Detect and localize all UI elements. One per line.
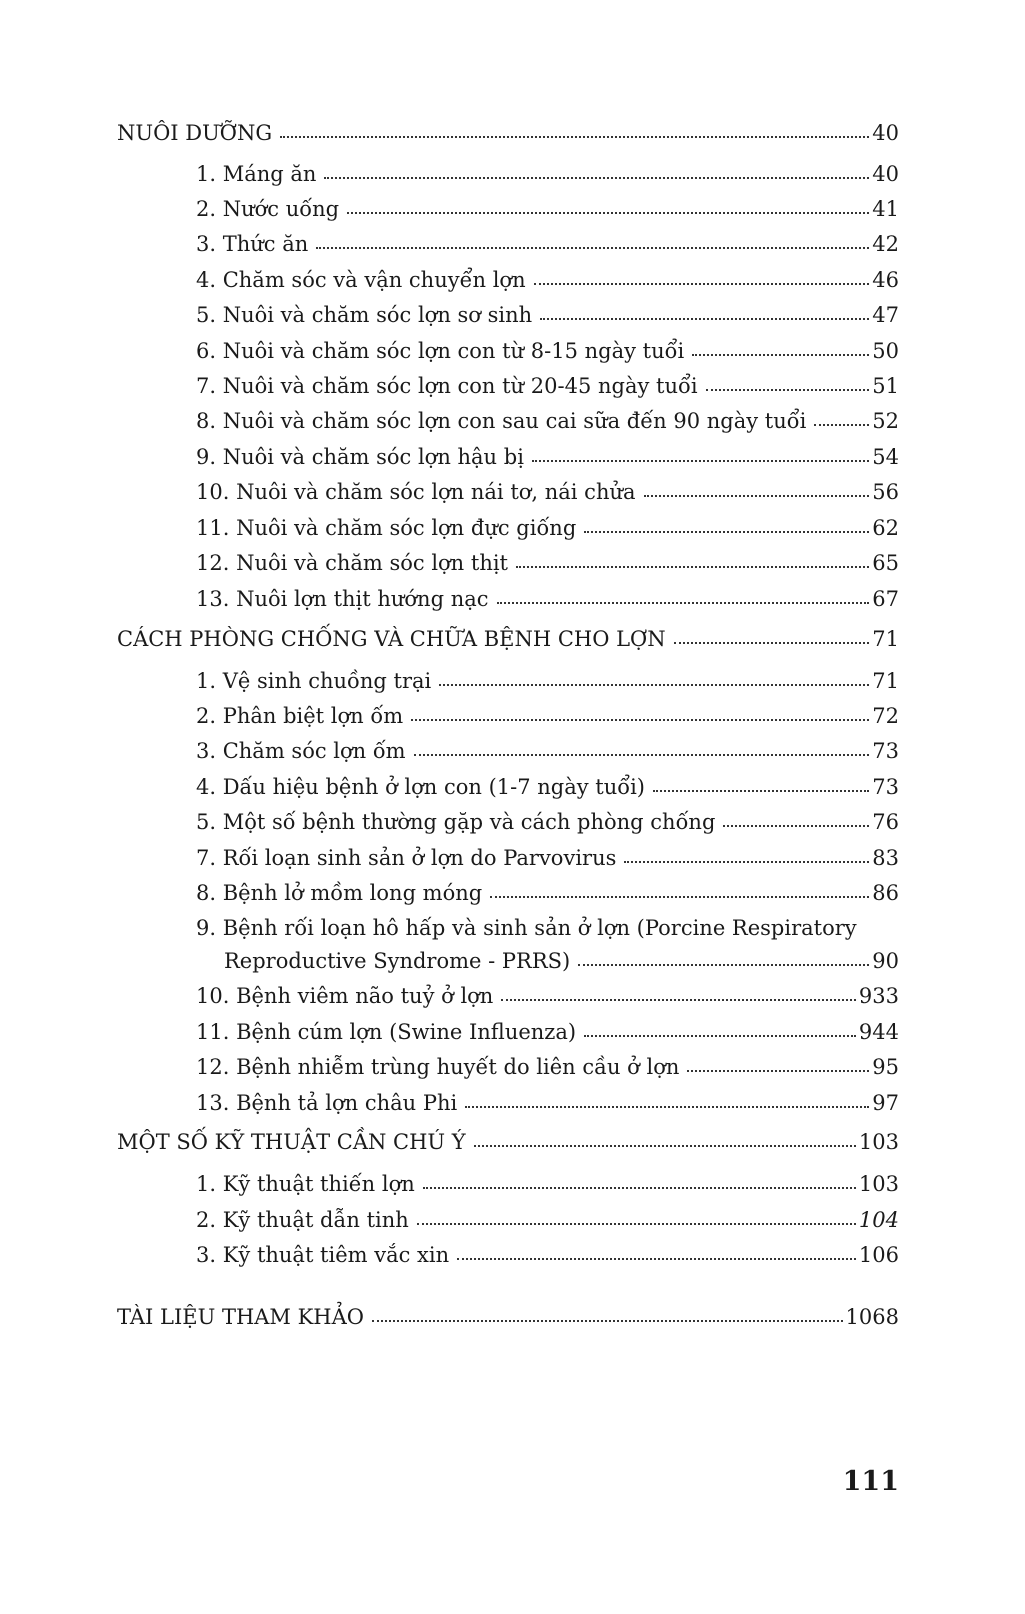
toc-entry-label: 10. Bệnh viêm não tuỷ ở lợn <box>196 984 494 1008</box>
dot-leader <box>439 684 869 686</box>
toc-entry-label: 11. Nuôi và chăm sóc lợn đực giống <box>196 516 577 540</box>
toc-entry-label: 1. Vệ sinh chuồng trại <box>196 669 432 693</box>
toc-entry-label: 11. Bệnh cúm lợn (Swine Influenza) <box>196 1020 577 1044</box>
toc-entry-label: 2. Nước uống <box>196 197 340 221</box>
dot-leader <box>540 318 869 320</box>
toc-entry-label: 7. Rối loạn sinh sản ở lợn do Parvovirus <box>196 846 617 870</box>
toc-page-number: 67 <box>872 587 899 611</box>
toc-entry[interactable] <box>196 159 899 189</box>
toc-page-number: 86 <box>872 881 899 905</box>
toc-entry-label: 2. Phân biệt lợn ốm <box>196 704 404 728</box>
page-number: 111 <box>842 1466 899 1497</box>
dot-leader <box>457 1258 856 1260</box>
toc-page-number: 73 <box>872 775 899 799</box>
dot-leader <box>723 825 869 827</box>
toc-entry[interactable] <box>196 666 899 696</box>
dot-leader <box>490 896 869 898</box>
toc-page-number: 65 <box>872 551 899 575</box>
toc-entry[interactable] <box>196 878 899 908</box>
toc-page-number: 46 <box>872 268 899 292</box>
toc-page-number: 944 <box>858 1020 899 1044</box>
toc-entry-label: 5. Một số bệnh thường gặp và cách phòng chống <box>196 810 716 834</box>
toc-page-number: 47 <box>872 303 899 327</box>
toc-entry-label: 4. Dấu hiệu bệnh ở lợn con (1-7 ngày tuổi) <box>196 775 645 799</box>
toc-entry[interactable] <box>196 477 899 507</box>
toc-page-number: 62 <box>872 516 899 540</box>
toc-entry[interactable] <box>196 772 899 802</box>
toc-page-number: 104 <box>858 1208 899 1232</box>
toc-section-ky-thuat[interactable] <box>117 1127 899 1157</box>
toc-section-title: NUÔI DƯỠNG <box>117 121 273 145</box>
toc-page-number: 52 <box>872 409 899 433</box>
toc-entry[interactable] <box>196 229 899 259</box>
toc-entry-label: 8. Nuôi và chăm sóc lợn con sau cai sữa đến 90 ngày tuổi <box>196 409 807 433</box>
dot-leader <box>687 1070 869 1072</box>
toc-entry[interactable] <box>196 1169 899 1199</box>
dot-leader <box>584 531 869 533</box>
toc-entry[interactable] <box>224 946 899 976</box>
dot-leader <box>532 460 869 462</box>
toc-page-number: 76 <box>872 810 899 834</box>
toc-page-number: 51 <box>872 374 899 398</box>
dot-leader <box>692 354 869 356</box>
dot-leader <box>814 424 869 426</box>
toc-entry[interactable] <box>196 442 899 472</box>
toc-page-number: 40 <box>872 162 899 186</box>
toc-entry[interactable] <box>196 1240 899 1270</box>
toc-entry-label: 3. Chăm sóc lợn ốm <box>196 739 406 763</box>
toc-entry[interactable] <box>196 513 899 543</box>
dot-leader <box>474 1145 856 1147</box>
toc-page-number: 73 <box>872 739 899 763</box>
dot-leader <box>624 861 869 863</box>
toc-entry[interactable] <box>196 548 899 578</box>
dot-leader <box>372 1320 843 1322</box>
dot-leader <box>497 602 870 604</box>
toc-section-title: MỘT SỐ KỸ THUẬT CẦN CHÚ Ý <box>117 1130 466 1154</box>
toc-section-title: CÁCH PHÒNG CHỐNG VÀ CHỮA BỆNH CHO LỢN <box>117 627 666 651</box>
toc-entry-label: 10. Nuôi và chăm sóc lợn nái tơ, nái chửa <box>196 480 636 504</box>
toc-page-number: 71 <box>872 669 899 693</box>
toc-entry-label: 1. Máng ăn <box>196 162 317 186</box>
toc-page-number: 103 <box>858 1130 899 1154</box>
toc-entry[interactable] <box>196 584 899 614</box>
dot-leader <box>578 964 869 966</box>
toc-page-number: 97 <box>872 1091 899 1115</box>
toc-entry-label-line2: Reproductive Syndrome - PRRS) <box>224 949 571 973</box>
toc-entry[interactable] <box>196 406 899 436</box>
toc-entry[interactable] <box>196 265 899 295</box>
dot-leader <box>423 1187 856 1189</box>
toc-page-number: 90 <box>872 949 899 973</box>
toc-entry[interactable] <box>196 336 899 366</box>
dot-leader <box>516 566 869 568</box>
toc-entry[interactable] <box>196 701 899 731</box>
dot-leader <box>411 719 869 721</box>
toc-entry[interactable] <box>196 981 899 1011</box>
toc-entry[interactable] <box>196 1052 899 1082</box>
toc-page-number: 54 <box>872 445 899 469</box>
toc-section-title: TÀI LIỆU THAM KHẢO <box>117 1305 364 1329</box>
toc-entry-label: 1. Kỹ thuật thiến lợn <box>196 1172 415 1196</box>
toc-entry-label: 6. Nuôi và chăm sóc lợn con từ 8-15 ngày tuổi <box>196 339 685 363</box>
toc-entry-label: 4. Chăm sóc và vận chuyển lợn <box>196 268 526 292</box>
toc-entry-label: 2. Kỹ thuật dẫn tinh <box>196 1208 409 1232</box>
toc-section-nuoi-duong[interactable] <box>117 118 899 148</box>
dot-leader <box>674 642 870 644</box>
toc-page-number: 95 <box>872 1055 899 1079</box>
toc-entry[interactable] <box>196 807 899 837</box>
toc-page-number: 106 <box>858 1243 899 1267</box>
toc-page-number: 42 <box>872 232 899 256</box>
toc-page-number: 103 <box>858 1172 899 1196</box>
dot-leader <box>324 177 869 179</box>
toc-entry-label: 13. Nuôi lợn thịt hướng nạc <box>196 587 489 611</box>
toc-page-number: 933 <box>858 984 899 1008</box>
dot-leader <box>465 1106 869 1108</box>
toc-entry[interactable] <box>196 843 899 873</box>
toc-entry[interactable] <box>196 1088 899 1118</box>
toc-entry-label: 5. Nuôi và chăm sóc lợn sơ sinh <box>196 303 533 327</box>
toc-page-number: 72 <box>872 704 899 728</box>
dot-leader <box>414 754 870 756</box>
toc-entry[interactable] <box>196 1205 899 1235</box>
toc-entry[interactable] <box>196 194 899 224</box>
dot-leader <box>534 283 870 285</box>
toc-section-tai-lieu[interactable] <box>117 1302 899 1332</box>
dot-leader <box>501 999 856 1001</box>
toc-entry-label: 12. Nuôi và chăm sóc lợn thịt <box>196 551 508 575</box>
toc-page-number: 71 <box>872 627 899 651</box>
dot-leader <box>347 212 869 214</box>
toc-entry[interactable] <box>196 736 899 766</box>
dot-leader <box>584 1035 856 1037</box>
dot-leader <box>653 790 869 792</box>
toc-entry-label: 7. Nuôi và chăm sóc lợn con từ 20-45 ngày tuổi <box>196 374 698 398</box>
toc-entry-label-line1[interactable]: 9. Bệnh rối loạn hô hấp và sinh sản ở lợn (Porcine Respiratory <box>196 916 857 940</box>
toc-entry-label: 3. Kỹ thuật tiêm vắc xin <box>196 1243 450 1267</box>
dot-leader <box>644 495 870 497</box>
toc-entry-label: 13. Bệnh tả lợn châu Phi <box>196 1091 458 1115</box>
dot-leader <box>280 136 869 138</box>
toc-entry-label: 12. Bệnh nhiễm trùng huyết do liên cầu ở lợn <box>196 1055 680 1079</box>
toc-entry-label: 8. Bệnh lở mồm long móng <box>196 881 483 905</box>
toc-entry[interactable] <box>196 1017 899 1047</box>
toc-page-number: 83 <box>872 846 899 870</box>
toc-entry-label: 3. Thức ăn <box>196 232 309 256</box>
toc-page-number: 40 <box>872 121 899 145</box>
dot-leader <box>706 389 870 391</box>
toc-entry-label: 9. Nuôi và chăm sóc lợn hậu bị <box>196 445 524 469</box>
toc-section-phong-chong-benh[interactable] <box>117 624 899 654</box>
toc-page-number: 1068 <box>845 1305 899 1329</box>
toc-page-number: 50 <box>872 339 899 363</box>
toc-page-number: 41 <box>872 197 899 221</box>
dot-leader <box>316 247 869 249</box>
toc-page-number: 56 <box>872 480 899 504</box>
dot-leader <box>417 1223 856 1225</box>
toc-entry[interactable] <box>196 300 899 330</box>
toc-entry[interactable] <box>196 371 899 401</box>
